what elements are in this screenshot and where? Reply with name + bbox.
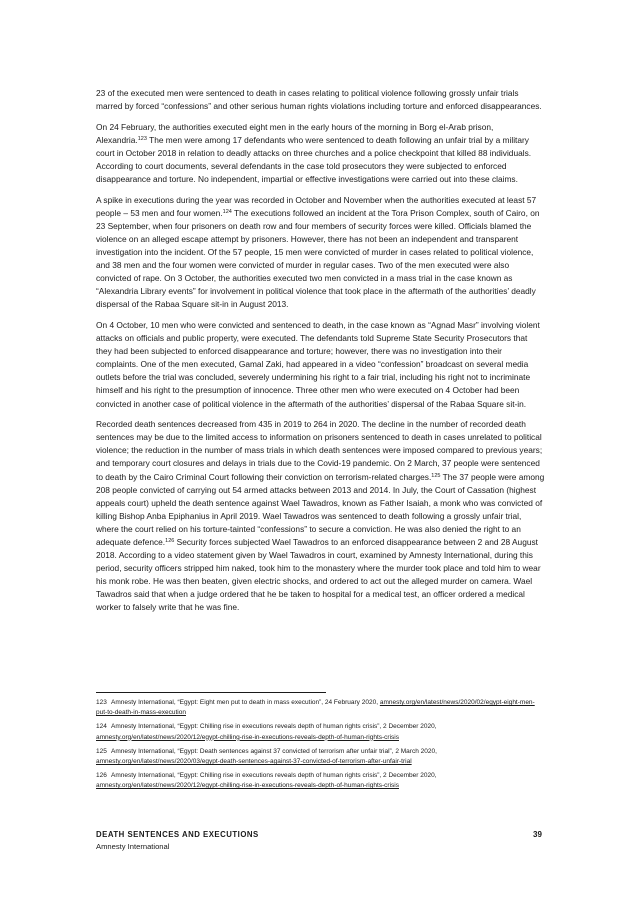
paragraph-text: A spike in executions during the year was recorded in October and November when the authorities executed at least 57 people – 53 men and four women. bbox=[96, 194, 537, 218]
footer-report-title: DEATH SENTENCES AND EXECUTIONS bbox=[96, 830, 259, 839]
paragraph-text: The men were among 17 defendants who were sentenced to death following an unfair trial by a military court in October 2018 in relation to deadly attacks on three churches and a police checkpoint that killed 88 individuals. According to court documents, several defendants in the case told prosecutors they were subjected to enforced disappearance and torture. No independent, impartial or effective investigations were carried out into these claims. bbox=[96, 134, 532, 185]
footnote-reference: 124 bbox=[222, 208, 232, 215]
paragraph-text: The executions followed an incident at the Tora Prison Complex, south of Cairo, on 23 September, when four prisoners on death row and four members of security forces were killed. Officials blamed the violence on an alleged escape attempt by prisoners. However, there has not been an independent and transparent investigation into the incident. Of the 57 people, 15 men were convicted of murder in cases related to political violence, and 38 men and the four women were convicted of murder in regular cases. Two of the men executed were also convicted of rape. On 3 October, the authorities executed two men convicted in a mass trial in the case known as “Alexandria Library events” for involvement in political violence that took place in the aftermath of the authorities’ deadly dispersal of the Rabaa Square sit-in in August 2013. bbox=[96, 207, 540, 310]
paragraph-text: The 37 people were among 208 people convicted of carrying out 54 armed attacks between 2013 and 2014. In July, the Court of Cassation (highest appeals court) upheld the death sentence against Wael Tawadros, known as Father Isaiah, a monk who was convicted of killing Bishop Anba Epiphanius in April 2019. Wael Tawadros was sentenced to death following a grossly unfair trial, where the court relied on his torture-tainted “confessions” to secure a conviction. He was also denied the right to an adequate defence. bbox=[96, 471, 545, 547]
footnote-number: 125 bbox=[96, 747, 107, 755]
paragraph-text: On 24 February, the authorities executed eight men in the early hours of the morning in Borg el-Arab prison, Alexandria. bbox=[96, 121, 494, 145]
footnote-reference: 126 bbox=[165, 538, 175, 544]
footnote-reference: 125 bbox=[431, 472, 441, 479]
footnote-item bbox=[96, 722, 545, 742]
page-number: 39 bbox=[533, 830, 542, 839]
footnote-link[interactable]: amnesty.org/en/latest/news/2020/12/egypt-chilling-rise-in-executions-reveals-depth-of-human-rights-crisis bbox=[96, 733, 399, 741]
footnote-divider bbox=[96, 692, 326, 693]
body-paragraph bbox=[96, 121, 545, 186]
footnotes bbox=[96, 698, 545, 796]
paragraph-text: Security forces subjected Wael Tawadros to an enforced disappearance between 2 and 28 August 2018. According to a video statement given by Wael Tawadros in court, examined by Amnesty International, during this period, security officers stripped him naked, took him to the monastery where the murder took place and told him to wear his monk robe. He was then beaten, given electric shocks, and ordered to act out the alleged murder on camera. Wael Tawadros said that when a judge ordered that he be taken to hospital for a medical test, an officer ordered a medical worker to falsely write that he was fine. bbox=[96, 537, 541, 613]
footnote-item bbox=[96, 747, 545, 767]
footer-organization: Amnesty International bbox=[96, 842, 170, 851]
body-paragraph bbox=[96, 194, 545, 312]
footnote-reference: 123 bbox=[137, 135, 147, 142]
footnote-link[interactable]: amnesty.org/en/latest/news/2020/03/egypt-death-sentences-against-37-convicted-of-terrorism-after-unfair-trial bbox=[96, 758, 412, 766]
footnote-text: Amnesty International, “Egypt: Chilling rise in executions reveals depth of human rights crisis”, 2 December 2020, bbox=[111, 772, 437, 780]
paragraph-text: 23 of the executed men were sentenced to death in cases relating to political violence following grossly unfair trials marred by forced “confessions” and other serious human rights violations including torture and enforced disappearances. bbox=[96, 88, 542, 112]
footnote-text: Amnesty International, “Egypt: Chilling rise in executions reveals depth of human rights crisis”, 2 December 2020, bbox=[111, 723, 437, 731]
body-paragraph bbox=[96, 319, 545, 411]
footnote-link[interactable]: amnesty.org/en/latest/news/2020/12/egypt-chilling-rise-in-executions-reveals-depth-of-human-rights-crisis bbox=[96, 782, 399, 790]
footnote-number: 123 bbox=[96, 699, 107, 706]
body-text bbox=[96, 87, 545, 622]
footnote-item bbox=[96, 698, 545, 718]
footnote-text: Amnesty International, “Egypt: Eight men put to death in mass execution”, 24 February 2020, bbox=[111, 699, 380, 706]
footnote-link[interactable]: amnesty.org/en/latest/news/2020/02/egypt-eight-men-put-to-death-in-mass-execution bbox=[96, 699, 535, 717]
footnote-item bbox=[96, 771, 545, 791]
body-paragraph bbox=[96, 87, 545, 113]
footnote-number: 126 bbox=[96, 772, 107, 780]
paragraph-text: On 4 October, 10 men who were convicted and sentenced to death, in the case known as “Agnad Masr” involving violent attacks on officials and public property, were executed. The defendants told Supreme State Security Prosecutors that they had been subjected to enforced disappearance and torture; however, there was no investigation into their complaints. One of the men executed, Gamal Zaki, had appeared in a video “confession” broadcast on several media outlets before the trial was concluded, severely undermining his right to a fair trial, including his right not to incriminate himself and his right to the presumption of innocence. Three other men who were executed on 4 October had been convicted in another case of political violence in the aftermath of the authorities’ dispersal of the Rabaa Square sit-in. bbox=[96, 320, 540, 409]
paragraph-text: Recorded death sentences decreased from 435 in 2019 to 264 in 2020. The decline in the number of recorded death sentences may be due to the limited access to information on prisoners sentenced to death in cases unrelated to political violence; the reduction in the number of mass trials in which death sentences were imposed compared to previous years; and temporary court closures and delays in trials due to the Covid-19 pandemic. On 2 March, 37 people were sentenced to death by the Cairo Criminal Court following their conviction on terrorism-related charges. bbox=[96, 419, 543, 482]
footnote-number: 124 bbox=[96, 723, 107, 731]
footnote-text: Amnesty International, “Egypt: Death sentences against 37 convicted of terrorism after unfair trial”, 2 March 2020, bbox=[111, 747, 437, 755]
body-paragraph bbox=[96, 418, 545, 614]
